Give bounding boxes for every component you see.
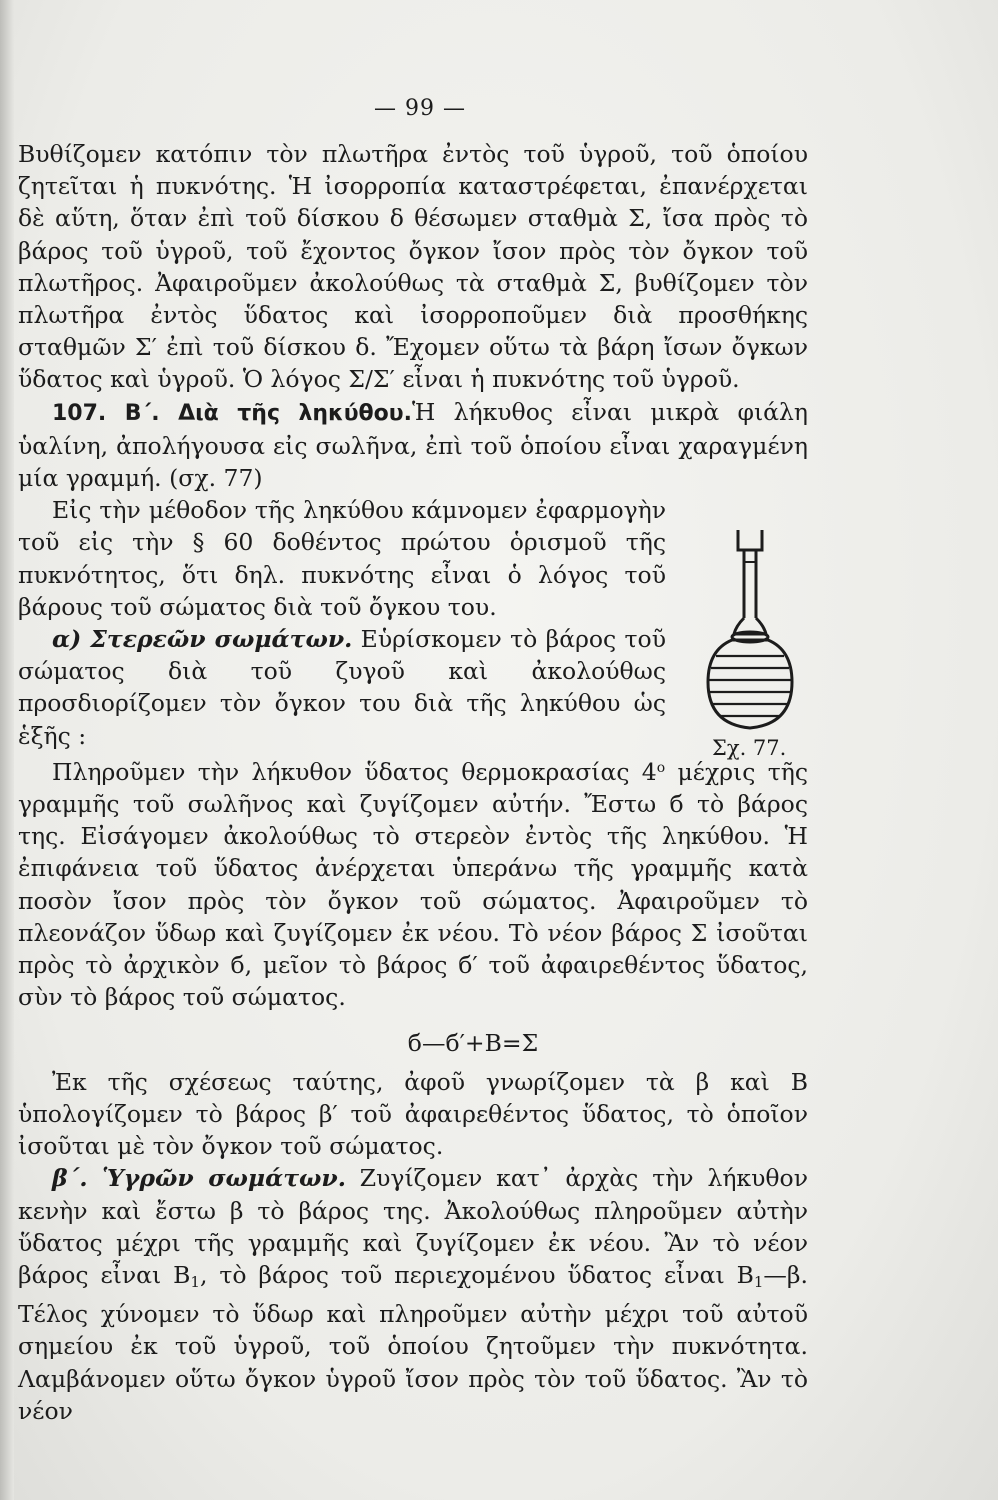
section-solids — [18, 623, 666, 752]
section-107-heading: 107. Β΄. Διὰ τῆς ληκύθου. — [52, 400, 412, 426]
section-liquids — [18, 1162, 808, 1427]
degree-mark: ο — [656, 759, 666, 776]
page-spine-shadow — [0, 0, 14, 1500]
page-body — [18, 138, 808, 1427]
solids-heading: α) Στερεῶν σωμάτων. — [52, 625, 353, 654]
section-107-text: Ἡ λήκυθος εἶναι μικρὰ φιάλη ὑαλίνη, ἀπολήγουσα εἰς σωλῆνα, ἐπὶ τοῦ ὁποίου εἶναι χαραγμένη μία γραμμή. (σχ. 77) — [18, 397, 808, 493]
paragraph-relation: Ἐκ τῆς σχέσεως ταύτης, ἀφοῦ γνωρίζομεν τὰ β καὶ Β ὑπολογίζομεν τὸ βάρος β′ τοῦ ἀφαιρεθέντος ὕδατος, τὸ ὁποῖον ἰσοῦται μὲ τὸν ὄγκον τοῦ σώματος. — [18, 1067, 808, 1161]
liquids-text-2: , τὸ βάρος τοῦ περιεχομένου ὕδατος εἶναι Β — [199, 1260, 754, 1289]
figure-caption: Σχ. 77. — [712, 736, 787, 760]
procedure-text-b: μέχρις τῆς γραμμῆς τοῦ σωλῆνος καὶ ζυγίζομεν αὐτήν. Ἔστω б τὸ βάρος της. Εἰσάγομεν ἀκολούθως τὸ στερεὸν ἐντὸς τῆς ληκύθου. Ἡ ἐπιφάνεια τοῦ ὕδατος ἀνέρχεται ὑπεράνω τῆς γραμμῆς κατὰ ποσὸν ἴσον πρὸς τὸν ὄγκον τοῦ σώματος. Ἀφαιροῦμεν τὸ πλεονάζον ὕδωρ καὶ ζυγίζομεν ἐκ νέου. Τὸ νέον βάρος Σ ἰσοῦται πρὸς τὸ ἀρχικὸν б, μεῖον τὸ βάρος б′ τοῦ ἀφαιρεθέντος ὕδατος, σὺν τὸ βάρος τοῦ σώματος. — [18, 757, 808, 1012]
paragraph-flask-method: Εἰς τὴν μέθοδον τῆς ληκύθου κάμνομεν ἐφαρμογὴν τοῦ εἰς τὴν § 60 δοθέντος πρώτου ὁρισμοῦ τῆς πυκνότητος, ὅτι δηλ. πυκνότης εἶναι ὁ λόγος τοῦ βάρους τοῦ σώματος διὰ τοῦ ὄγκου του. — [18, 496, 666, 621]
paragraph-float-method: Βυθίζομεν κατόπιν τὸν πλωτῆρα ἐντὸς τοῦ ὑγροῦ, τοῦ ὁποίου ζητεῖται ἡ πυκνότης. Ἡ ἰσορροπία καταστρέφεται, ἐπανέρχεται δὲ αὕτη, ὅταν ἐπὶ τοῦ δίσκου δ θέσωμεν σταθμὰ Σ, ἴσα πρὸς τὸ βάρος τοῦ ὑγροῦ, τοῦ ἔχοντος ὄγκον ἴσον πρὸς τὸν ὄγκον τοῦ πλωτῆρος. Ἀφαιροῦμεν ἀκολούθως τὰ σταθμὰ Σ, βυθίζομεν τὸν πλωτῆρα ἐντὸς ὕδατος καὶ ἰσορροποῦμεν διὰ προσθήκης σταθμῶν Σ′ ἐπὶ τοῦ δίσκου δ. Ἔχομεν οὕτω τὰ βάρη ἴσων ὄγκων ὕδατος καὶ ὑγροῦ. Ὁ λόγος Σ/Σ′ εἶναι ἡ πυκνότης τοῦ ὑγροῦ. — [18, 140, 808, 394]
procedure-text-a: Πληροῦμεν τὴν λήκυθον ὕδατος θερμοκρασίας 4 — [52, 757, 657, 786]
paragraph-solids-procedure — [18, 752, 808, 1014]
solids-text: Εὑρίσκομεν τὸ βάρος τοῦ σώματος διὰ τοῦ ζυγοῦ καὶ ἀκολούθως προσδιορίζομεν τὸν ὄγκον του διὰ τῆς ληκύθου ὡς ἑξῆς : — [18, 625, 666, 750]
flask-icon — [700, 522, 800, 742]
page-number: — 99 — — [374, 96, 466, 121]
liquids-text-3: —β. Τέλος χύνομεν τὸ ὕδωρ καὶ πληροῦμεν αὐτὴν μέχρι τοῦ αὐτοῦ σημείου ἐκ τοῦ ὑγροῦ, τοῦ ὁποίου ζητοῦμεν τὴν πυκνότητα. Λαμβάνομεν οὕτω ὄγκον ὑγροῦ ἴσον πρὸς τὸν τοῦ ὕδατος. Ἂν τὸ νέον — [18, 1260, 808, 1425]
liquids-text-1: Ζυγίζομεν κατ᾿ ἀρχὰς τὴν λήκυθον κενὴν καὶ ἔστω β τὸ βάρος της. Ἀκολούθως πληροῦμεν αὐτὴν ὕδατος μέχρι τῆς γραμμῆς καὶ ζυγίζομεν ἐκ νέου. Ἂν τὸ νέον βάρος εἶναι Β — [18, 1164, 808, 1289]
equation: б—б′+Β=Σ — [407, 1029, 539, 1058]
liquids-heading: β΄. Ὑγρῶν σωμάτων. — [52, 1164, 346, 1193]
subscript-2: 1 — [753, 1272, 764, 1291]
subscript-1: 1 — [190, 1272, 200, 1291]
section-107 — [18, 396, 808, 495]
